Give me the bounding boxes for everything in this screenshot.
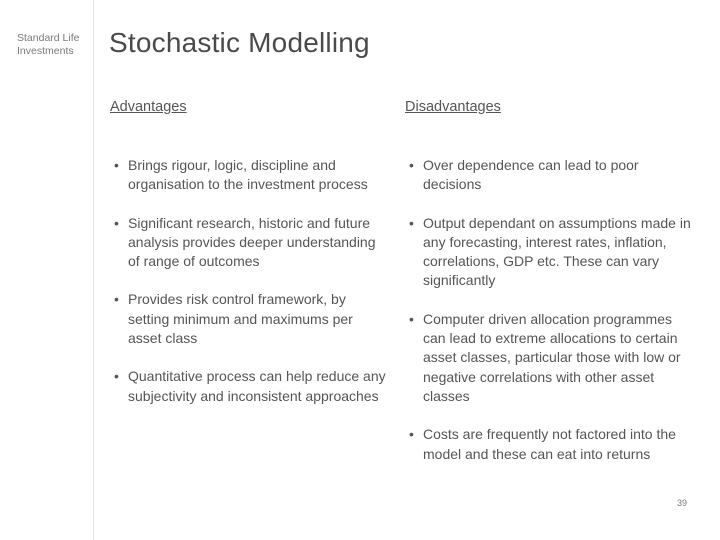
disadvantages-column [405,99,695,464]
disadvantage-item [405,214,693,291]
logo-line-1: Standard Life [17,32,80,44]
page-number: 39 [677,498,688,508]
disadvantage-item [405,156,693,195]
bullet-icon: • [409,426,414,443]
bullet-icon: • [114,157,119,173]
disadvantages-heading: Disadvantages [405,99,501,115]
disadvantage-text: Costs are frequently not factored into the model and these can eat into returns [423,426,676,462]
bullet-icon: • [409,157,414,173]
divider-line [93,0,94,540]
advantage-text: Significant research, historic and future analysis provides deeper understanding of range of outcomes [128,214,376,270]
advantage-text: Brings rigour, logic, discipline and organisation to the investment process [128,157,368,193]
disadvantage-item [405,425,693,464]
bullet-icon: • [114,214,119,231]
logo-line-2: Investments [17,45,74,57]
disadvantage-item [405,310,693,406]
company-logo [17,32,79,58]
advantage-item [110,156,390,195]
bullet-icon: • [114,291,119,308]
disadvantages-list [405,156,695,464]
advantages-list [110,156,400,406]
advantage-item [110,290,390,348]
advantage-item [110,214,390,272]
bullet-icon: • [114,368,119,385]
advantage-item [110,367,390,406]
bullet-icon: • [409,310,414,327]
advantage-text: Quantitative process can help reduce any subjectivity and inconsistent approaches [128,368,386,404]
disadvantage-text: Output dependant on assumptions made in any forecasting, interest rates, inflation, correlations, GDP etc. These can vary significantly [423,214,691,289]
advantages-column [110,99,400,406]
advantages-heading: Advantages [110,99,187,115]
disadvantage-text: Computer driven allocation programmes can lead to extreme allocations to certain asset classes, particular those with low or negative correlations with other asset classes [423,310,681,404]
bullet-icon: • [409,214,414,231]
advantage-text: Provides risk control framework, by setting minimum and maximums per asset class [128,291,353,347]
slide-title: Stochastic Modelling [109,27,370,58]
disadvantage-text: Over dependence can lead to poor decisions [423,157,639,193]
